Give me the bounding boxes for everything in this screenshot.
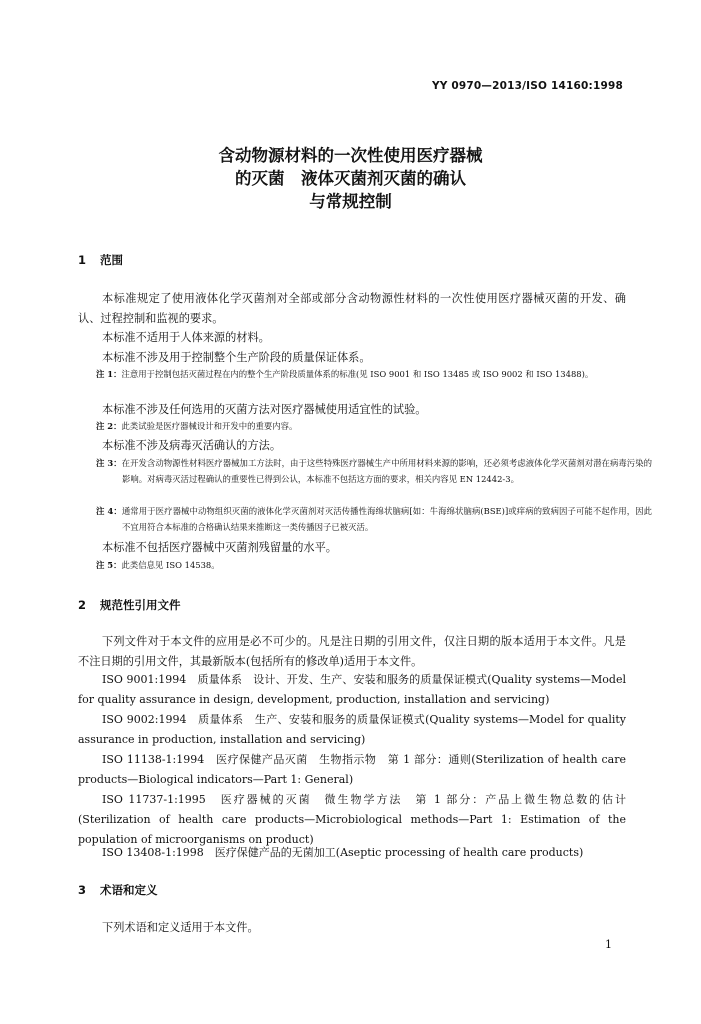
note-text: 通常用于医疗器械中动物组织灭菌的液体化学灭菌剂对灭活传播性海绵状脑病[如：牛海绵状脑病(BSE)]或痒病的致病因子可能不起作用，因此不宜用符合本标准的合格确认结果来推断这一类传播因子已被灭活。 (121, 506, 652, 532)
section-3-heading (78, 882, 158, 898)
scope-paragraph: 本标准不适用于人体来源的材料。 (102, 331, 270, 344)
note-label: 注 1： (96, 369, 122, 379)
section-number: 3 (78, 883, 87, 897)
note-label: 注 3： (96, 458, 122, 468)
note (96, 503, 652, 535)
note-text: 此类信息见 ISO 14538。 (121, 560, 220, 570)
section-title: 范围 (100, 253, 123, 267)
terms-intro: 下列术语和定义适用于本文件。 (102, 921, 259, 934)
document-title (0, 144, 701, 213)
section-number: 2 (78, 598, 87, 612)
note (96, 418, 652, 434)
note-label: 注 4： (96, 506, 122, 516)
note (96, 455, 652, 487)
title-line-1: 含动物源材料的一次性使用医疗器械 (218, 146, 483, 165)
standard-number: YY 0970—2013/ISO 14160:1998 (431, 80, 623, 92)
section-title: 规范性引用文件 (100, 598, 181, 612)
note (96, 557, 652, 573)
section-number: 1 (78, 253, 87, 267)
note-text: 注意用于控制包括灭菌过程在内的整个生产阶段质量体系的标准(见 ISO 9001 和 ISO 13485 或 ISO 9002 和 ISO 13488)。 (121, 369, 594, 379)
section-2-heading (78, 597, 181, 613)
section-title: 术语和定义 (100, 883, 158, 897)
note-text: 此类试验是医疗器械设计和开发中的重要内容。 (121, 421, 298, 431)
scope-paragraph: 本标准不涉及用于控制整个生产阶段的质量保证体系。 (102, 351, 371, 364)
note (96, 366, 652, 382)
references-intro: 下列文件对于本文件的应用是必不可少的。凡是注日期的引用文件，仅注日期的版本适用于本文件。凡是不注日期的引用文件，其最新版本(包括所有的修改单)适用于本文件。 (78, 635, 626, 668)
scope-paragraph: 本标准不涉及任何选用的灭菌方法对医疗器械使用适宜性的试验。 (102, 403, 427, 416)
title-line-2: 的灭菌 液体灭菌剂灭菌的确认 (235, 169, 466, 188)
reference-item: ISO 13408-1:1998 医疗保健产品的无菌加工(Aseptic processing of health care products) (102, 846, 584, 859)
scope-paragraph: 本标准不涉及病毒灭活确认的方法。 (102, 439, 282, 452)
scope-paragraph: 本标准不包括医疗器械中灭菌剂残留量的水平。 (102, 541, 337, 554)
reference-item: ISO 9001:1994 质量体系 设计、开发、生产、安装和服务的质量保证模式(Quality systems—Model for quality assurance in design, development, production, installation and servicing) (78, 673, 626, 706)
reference-item: ISO 9002:1994 质量体系 生产、安装和服务的质量保证模式(Quality systems—Model for quality assurance in production, installation and servicing) (78, 713, 626, 746)
title-line-3: 与常规控制 (309, 192, 392, 211)
scope-paragraph: 本标准规定了使用液体化学灭菌剂对全部或部分含动物源性材料的一次性使用医疗器械灭菌的开发、确认、过程控制和监视的要求。 (78, 292, 626, 325)
section-1-heading (78, 252, 123, 268)
reference-item: ISO 11138-1:1994 医疗保健产品灭菌 生物指示物 第 1 部分：通则(Sterilization of health care products—Biological indicators—Part 1: General) (78, 753, 626, 786)
note-label: 注 2： (96, 421, 122, 431)
note-label: 注 5： (96, 560, 122, 570)
note-text: 在开发含动物源性材料医疗器械加工方法时，由于这些特殊医疗器械生产中所用材料来源的影响，还必须考虑液体化学灭菌剂对潜在病毒污染的影响。对病毒灭活过程确认的重要性已得到公认，本标准不包括这方面的要求，相关内容见 EN 12442-3。 (121, 458, 652, 484)
page-number: 1 (605, 938, 612, 951)
reference-item: ISO 11737-1:1995 医疗器械的灭菌 微生物学方法 第 1 部分：产品上微生物总数的估计(Sterilization of health care products—Microbiological methods—Part 1: Estimation of the population of microorganisms on product) (78, 793, 626, 846)
